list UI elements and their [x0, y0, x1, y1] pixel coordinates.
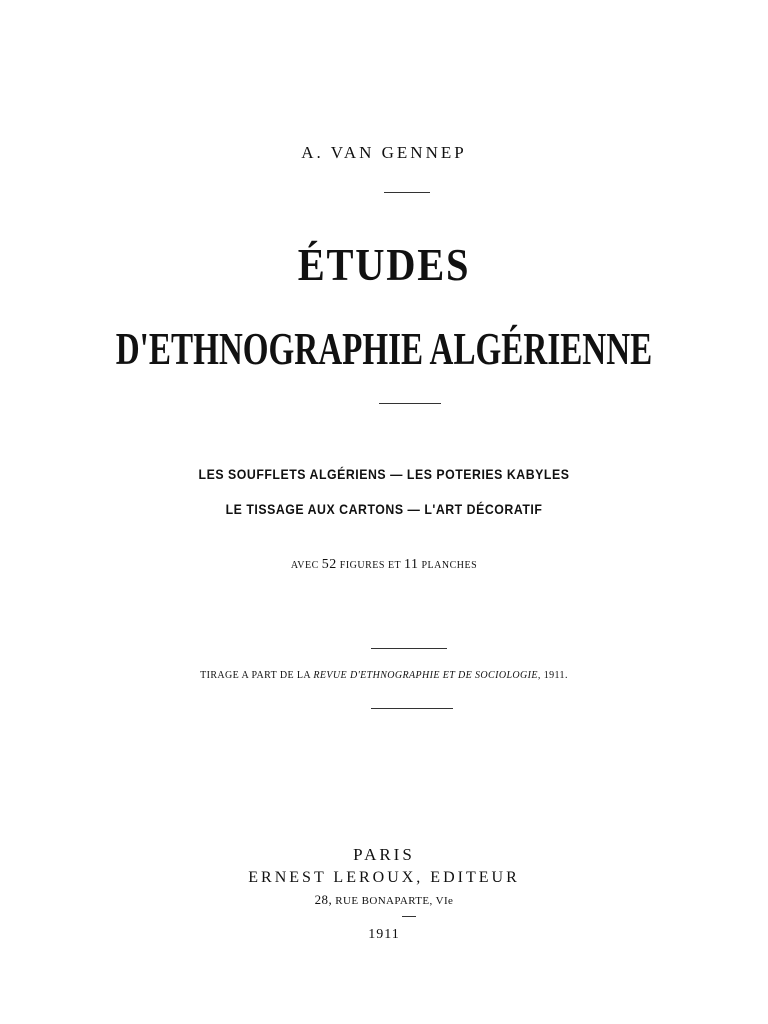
address-street: RUE BONAPARTE, VIe: [335, 895, 454, 907]
plates-word: PLANCHES: [421, 560, 478, 571]
separator-rule-1: [384, 192, 430, 193]
figures-note: [0, 557, 768, 573]
address-number: 28,: [314, 892, 333, 907]
offprint-note: [0, 670, 768, 681]
publication-city: PARIS: [353, 845, 415, 864]
separator-rule-2: [379, 403, 441, 404]
author-name: A. VAN GENNEP: [301, 143, 467, 162]
journal-title: REVUE D'ETHNOGRAPHIE ET DE SOCIOLOGIE,: [313, 670, 541, 681]
subtitle-line-1: LES SOUFFLETS ALGÉRIENS — LES POTERIES KABYLES: [198, 466, 570, 482]
separator-rule-5: [402, 916, 416, 917]
separator-rule-4: [371, 708, 453, 709]
publisher-name: ERNEST LEROUX, EDITEUR: [248, 869, 520, 886]
separator-rule-3: [371, 648, 447, 649]
publisher-address: [0, 892, 768, 908]
figures-count: 52: [321, 557, 337, 572]
publication-year: 1911: [368, 927, 400, 942]
title-line-1: ÉTUDES: [297, 239, 471, 290]
offprint-year: 1911.: [543, 670, 568, 681]
offprint-prefix: TIRAGE A PART DE LA: [200, 670, 311, 681]
plates-count: 11: [403, 557, 419, 572]
figures-prefix: AVEC: [290, 560, 319, 571]
title-line-2: D'ETHNOGRAPHIE ALGÉRIENNE: [115, 323, 653, 374]
subtitle-line-2: LE TISSAGE AUX CARTONS — L'ART DÉCORATIF: [225, 501, 543, 517]
figures-word: FIGURES ET: [339, 560, 401, 571]
